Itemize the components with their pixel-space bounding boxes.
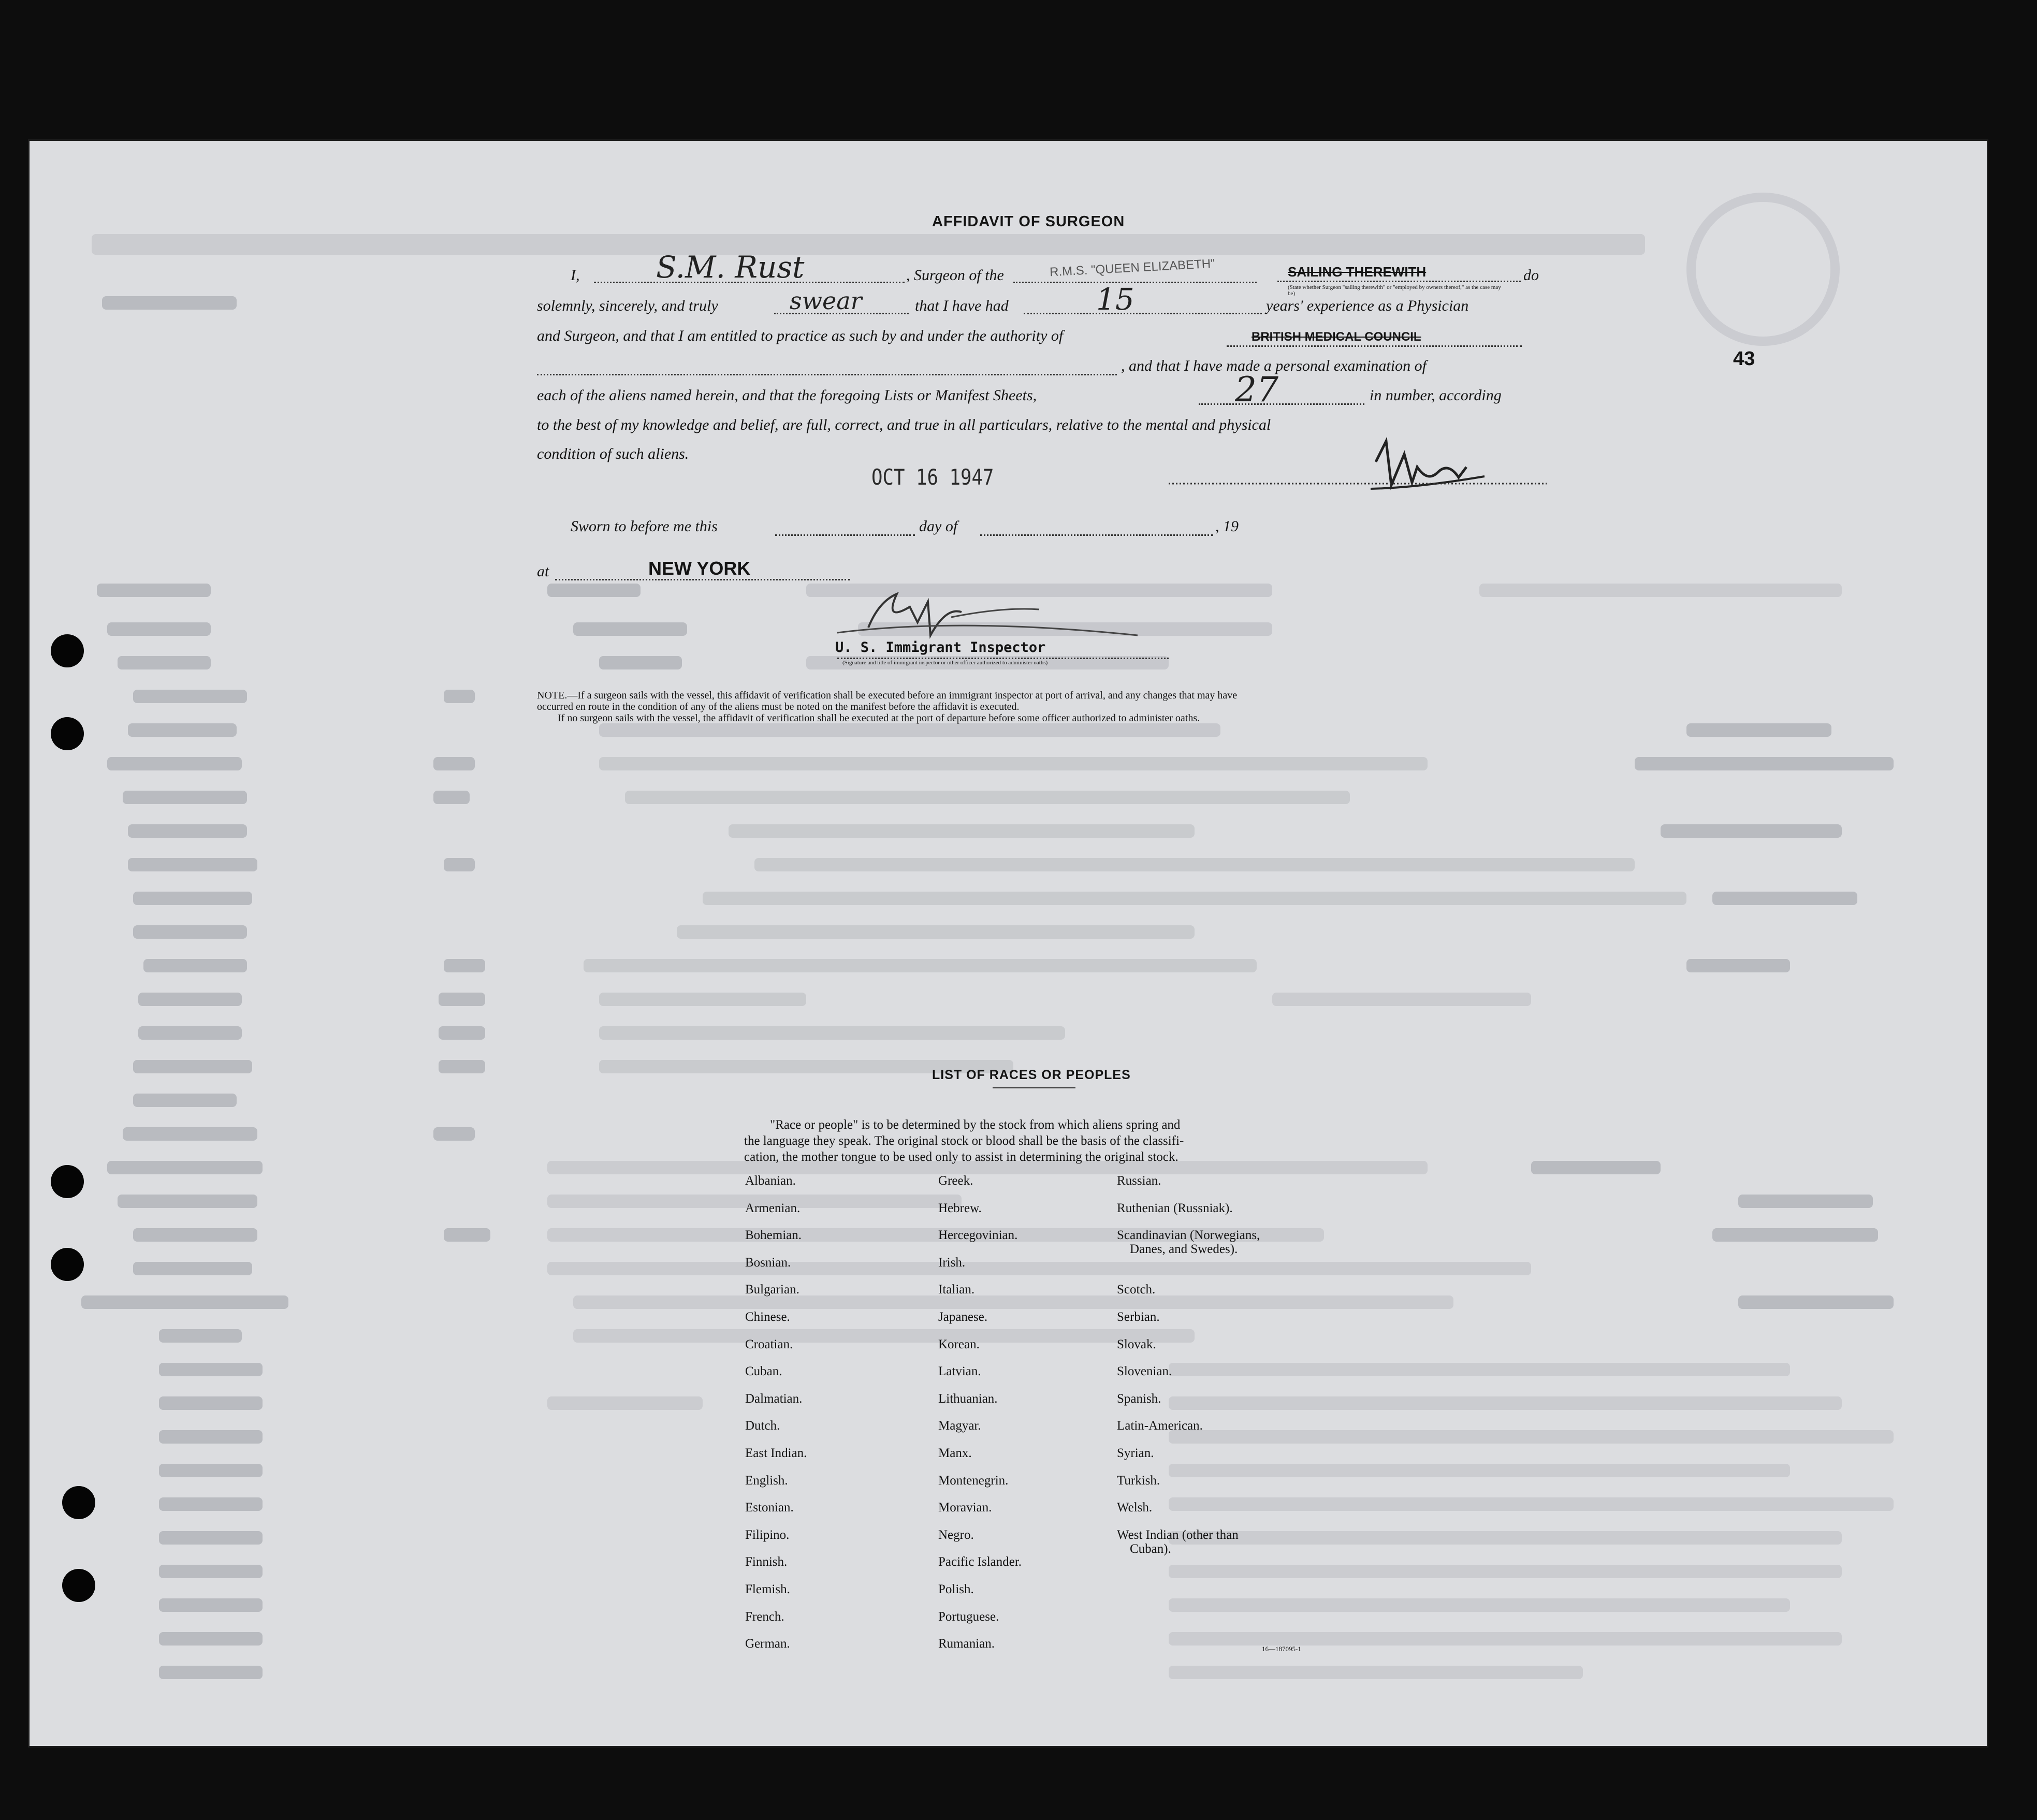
race-entry: Lithuanian. xyxy=(938,1391,998,1406)
race-entry: Turkish. xyxy=(1117,1473,1160,1488)
race-entry: Finnish. xyxy=(745,1555,788,1569)
race-entry: Rumanian. xyxy=(938,1637,995,1651)
races-intro-line3: cation, the mother tongue to be used only to assist in determining the original stock. xyxy=(744,1150,1178,1164)
race-entry: Syrian. xyxy=(1117,1446,1154,1460)
line5-end: in number, according xyxy=(1370,387,1502,404)
surgeon-name-field xyxy=(594,250,905,283)
vessel-stamp: R.M.S. "QUEEN ELIZABETH" xyxy=(1049,256,1216,280)
sailing-stamp: SAILING THEREWITH xyxy=(1288,264,1427,280)
race-entry: Albanian. xyxy=(745,1174,796,1188)
note-line2: occurred en route in the condition of any of the aliens must be noted on the manifest before the affidavit is executed. xyxy=(537,701,1020,712)
races-intro-line1: "Race or people" is to be determined by the stock from which aliens spring and xyxy=(770,1118,1181,1132)
sheets-handwritten: 27 xyxy=(1235,370,1278,410)
race-entry: Bohemian. xyxy=(745,1228,802,1243)
race-entry: Scotch. xyxy=(1117,1283,1156,1297)
race-entry: Filipino. xyxy=(745,1527,790,1542)
race-entry: German. xyxy=(745,1637,790,1651)
line1-mid: , Surgeon of the xyxy=(906,267,1004,284)
manifest-page xyxy=(30,141,1987,1746)
sworn-a: Sworn to before me this xyxy=(571,518,718,535)
date-stamp: OCT 16 1947 xyxy=(871,464,994,490)
at-label: at xyxy=(537,563,549,580)
binder-hole xyxy=(51,1165,84,1198)
affidavit-note xyxy=(537,690,1237,724)
years-handwritten: 15 xyxy=(1096,282,1134,317)
race-entry: Ruthenian (Russniak). xyxy=(1117,1201,1233,1215)
binder-hole xyxy=(62,1569,95,1602)
race-entry: Russian. xyxy=(1117,1174,1161,1188)
race-entry: Flemish. xyxy=(745,1582,790,1596)
race-entry: Manx. xyxy=(938,1446,972,1460)
race-entry: Cuban). xyxy=(1130,1541,1171,1556)
race-entry: Pacific Islander. xyxy=(938,1555,1022,1569)
note-line1: —If a surgeon sails with the vessel, this affidavit of verification shall be executed before an immigrant inspector at port of arrival, and any changes that may have xyxy=(567,690,1238,701)
line6: to the best of my knowledge and belief, are full, correct, and true in all particulars, relative to the mental and physical xyxy=(537,416,1271,433)
line5-start: each of the aliens named herein, and that the foregoing Lists or Manifest Sheets, xyxy=(537,387,1037,404)
line2-end: years' experience as a Physician xyxy=(1266,297,1469,314)
race-entry: Latin-American. xyxy=(1117,1419,1203,1433)
race-entry: Latvian. xyxy=(938,1364,981,1379)
line4-end: , and that I have made a personal examination of xyxy=(1121,357,1427,374)
line7: condition of such aliens. xyxy=(537,445,689,462)
race-entry: Slovenian. xyxy=(1117,1364,1172,1379)
surgeon-name-handwritten: S.M. Rust xyxy=(656,250,805,285)
race-entry: Serbian. xyxy=(1117,1310,1160,1324)
race-entry: Italian. xyxy=(938,1283,975,1297)
place-stamp: NEW YORK xyxy=(648,558,751,579)
race-entry: West Indian (other than xyxy=(1117,1527,1239,1542)
race-entry: Magyar. xyxy=(938,1419,981,1433)
line1-prefix: I, xyxy=(571,267,580,284)
race-entry: French. xyxy=(745,1609,784,1624)
note-label: NOTE. xyxy=(537,690,568,701)
race-entry: Bosnian. xyxy=(745,1255,791,1270)
race-entry: Hebrew. xyxy=(938,1201,982,1215)
race-entry: Dalmatian. xyxy=(745,1391,803,1406)
race-entry: Armenian. xyxy=(745,1201,801,1215)
binder-hole xyxy=(51,1248,84,1281)
inspector-signature xyxy=(806,586,1169,643)
inspector-note: (Signature and title of immigrant inspector or other officer authorized to administer oaths) xyxy=(842,660,1048,666)
sailing-note: (State whether Surgeon "sailing therewith" or "employed by owners thereof," as the case may be) xyxy=(1288,284,1501,297)
race-entry: Bulgarian. xyxy=(745,1283,799,1297)
line1-end: do xyxy=(1523,267,1539,284)
race-entry: Scandinavian (Norwegians, xyxy=(1117,1228,1260,1243)
line2-start: solemnly, sincerely, and truly xyxy=(537,297,718,314)
race-entry: English. xyxy=(745,1473,788,1488)
race-entry: Spanish. xyxy=(1117,1391,1161,1406)
race-entry: East Indian. xyxy=(745,1446,807,1460)
race-entry: Korean. xyxy=(938,1337,980,1351)
race-entry: Slovak. xyxy=(1117,1337,1156,1351)
races-intro xyxy=(744,1117,1184,1165)
binder-hole xyxy=(51,717,84,750)
race-entry: Danes, and Swedes). xyxy=(1130,1242,1238,1257)
race-entry: Polish. xyxy=(938,1582,974,1596)
races-intro-line2: the language they speak. The original stock or blood shall be the basis of the classifi- xyxy=(744,1134,1184,1148)
race-entry: Croatian. xyxy=(745,1337,793,1351)
race-entry: Welsh. xyxy=(1117,1501,1153,1515)
inspector-title: U. S. Immigrant Inspector xyxy=(835,639,1046,656)
races-title: LIST OF RACES OR PEOPLES xyxy=(932,1068,1131,1082)
race-entry: Dutch. xyxy=(745,1419,780,1433)
race-entry: Montenegrin. xyxy=(938,1473,1009,1488)
race-entry: Hercegovinian. xyxy=(938,1228,1018,1243)
sworn-b: day of xyxy=(919,518,958,535)
authority-stamp: BRITISH MEDICAL COUNCIL xyxy=(1252,330,1421,344)
line2-mid: that I have had xyxy=(915,297,1009,314)
binder-hole xyxy=(51,634,84,667)
oath-field xyxy=(774,287,909,314)
vessel-field xyxy=(1013,256,1257,283)
binder-hole xyxy=(62,1486,95,1519)
years-field xyxy=(1024,282,1262,317)
line3-start: and Surgeon, and that I am entitled to practice as such by and under the authority of xyxy=(537,327,1064,344)
race-entry: Cuban. xyxy=(745,1364,782,1379)
race-entry: Greek. xyxy=(938,1174,973,1188)
surgeon-signature xyxy=(1169,431,1552,508)
sworn-c: , 19 xyxy=(1215,518,1239,535)
race-entry: Chinese. xyxy=(745,1310,790,1324)
race-entry: Estonian. xyxy=(745,1501,794,1515)
sheets-field xyxy=(1199,370,1364,410)
page-number: 43 xyxy=(1733,348,1755,370)
race-entry: Japanese. xyxy=(938,1310,988,1324)
form-code: 16—187095-1 xyxy=(1262,1645,1301,1653)
race-entry: Portuguese. xyxy=(938,1609,999,1624)
race-entry: Moravian. xyxy=(938,1501,992,1515)
oath-handwritten: swear xyxy=(790,287,862,315)
race-entry: Irish. xyxy=(938,1255,966,1270)
race-entry: Negro. xyxy=(938,1527,974,1542)
affidavit-title: AFFIDAVIT OF SURGEON xyxy=(932,213,1125,230)
note-line3: If no surgeon sails with the vessel, the affidavit of verification shall be executed at the port of departure before some officer authorized to administer oaths. xyxy=(558,712,1200,724)
